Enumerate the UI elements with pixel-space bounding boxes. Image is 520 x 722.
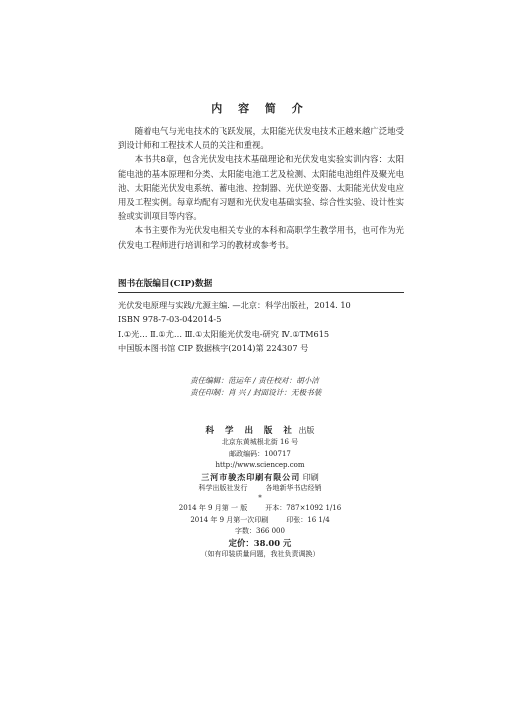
retailer: 各地新华书店经销 [265,484,322,493]
printer-suffix: 印刷 [302,472,319,482]
summary-title: 内 容 简 介 [211,102,309,115]
editorial-staff [190,375,420,399]
publisher-postcode: 邮政编码：100717 [229,449,291,458]
cip-line-classification: Ⅰ.①光… Ⅱ.①尤… Ⅲ.①太阳能光伏发电-研究 Ⅳ.①TM615 [118,328,330,339]
quality-notice: （如有印装质量问题，我社负责调换） [200,550,320,559]
cip-heading: 图书在版编目(CIP)数据 [118,279,213,289]
printer-line [120,472,400,483]
printing-date: 2014 年 9 月第一次印刷 [190,515,269,524]
publisher-website: http://www.sciencep.com [215,461,305,470]
separator-mark: * [258,494,262,503]
cip-line-record-number: 中国版本图书馆 CIP 数据核字(2014)第 224307 号 [118,343,309,354]
staff-line-editor: 责任编辑：范运年 / 责任校对：胡小洁 [190,376,319,385]
cip-line-title: 光伏发电原理与实践/尤源主编. —北京：科学出版社，2014. 10 [118,300,351,310]
printer-name: 三河市骏杰印刷有限公司 [201,471,301,482]
summary-paragraph-2: 本书共8章，包含光伏发电技术基础理论和光伏发电实验实训内容：太阳能电池的基本原理和分类、太阳能电池工艺及检测、太阳能电池组件及聚光电池、太阳能光伏发电系统、蓄电池、控制器、光伏逆变器、太阳能光伏发电应用及工程实例。每章均配有习题和光伏发电基础实验、综合性实验、设计性实验或实训项目等内容。 [118,154,404,222]
imprint-block [120,425,400,560]
summary-body [118,124,404,252]
word-count: 字数：366 000 [235,527,285,536]
summary-paragraph-3: 本书主要作为光伏发电相关专业的本科和高职学生教学用书，也可作为光伏发电工程师进行培训和学习的教材或参考书。 [118,225,404,250]
book-format: 开本：787×1092 1/16 [265,504,342,513]
publisher-suffix: 出版 [298,426,315,435]
cip-divider [118,292,404,293]
publisher-address: 北京东黄城根北街 16 号 [221,438,299,447]
cip-block [118,277,404,356]
price: 定价：38.00 元 [228,537,292,548]
print-sheets: 印张：16 1/4 [286,515,330,524]
publisher-name: 科 学 出 版 社 [205,426,296,436]
edition-date: 2014 年 9 月第 一 版 [178,504,248,513]
staff-line-production: 责任印制：肖 兴 / 封面设计：无极书装 [190,388,322,397]
summary-paragraph-1: 随着电气与光电技术的飞跃发展，太阳能光伏发电技术正越来越广泛地受到设计师和工程技术人员的关注和重视。 [118,126,404,151]
printing-row [120,515,400,526]
cip-line-isbn: ISBN 978-7-03-042014-5 [118,314,222,325]
edition-row [120,503,400,514]
distributor: 科学出版社发行 [198,484,248,493]
publisher-line [120,425,400,437]
distribution-line [120,483,400,494]
